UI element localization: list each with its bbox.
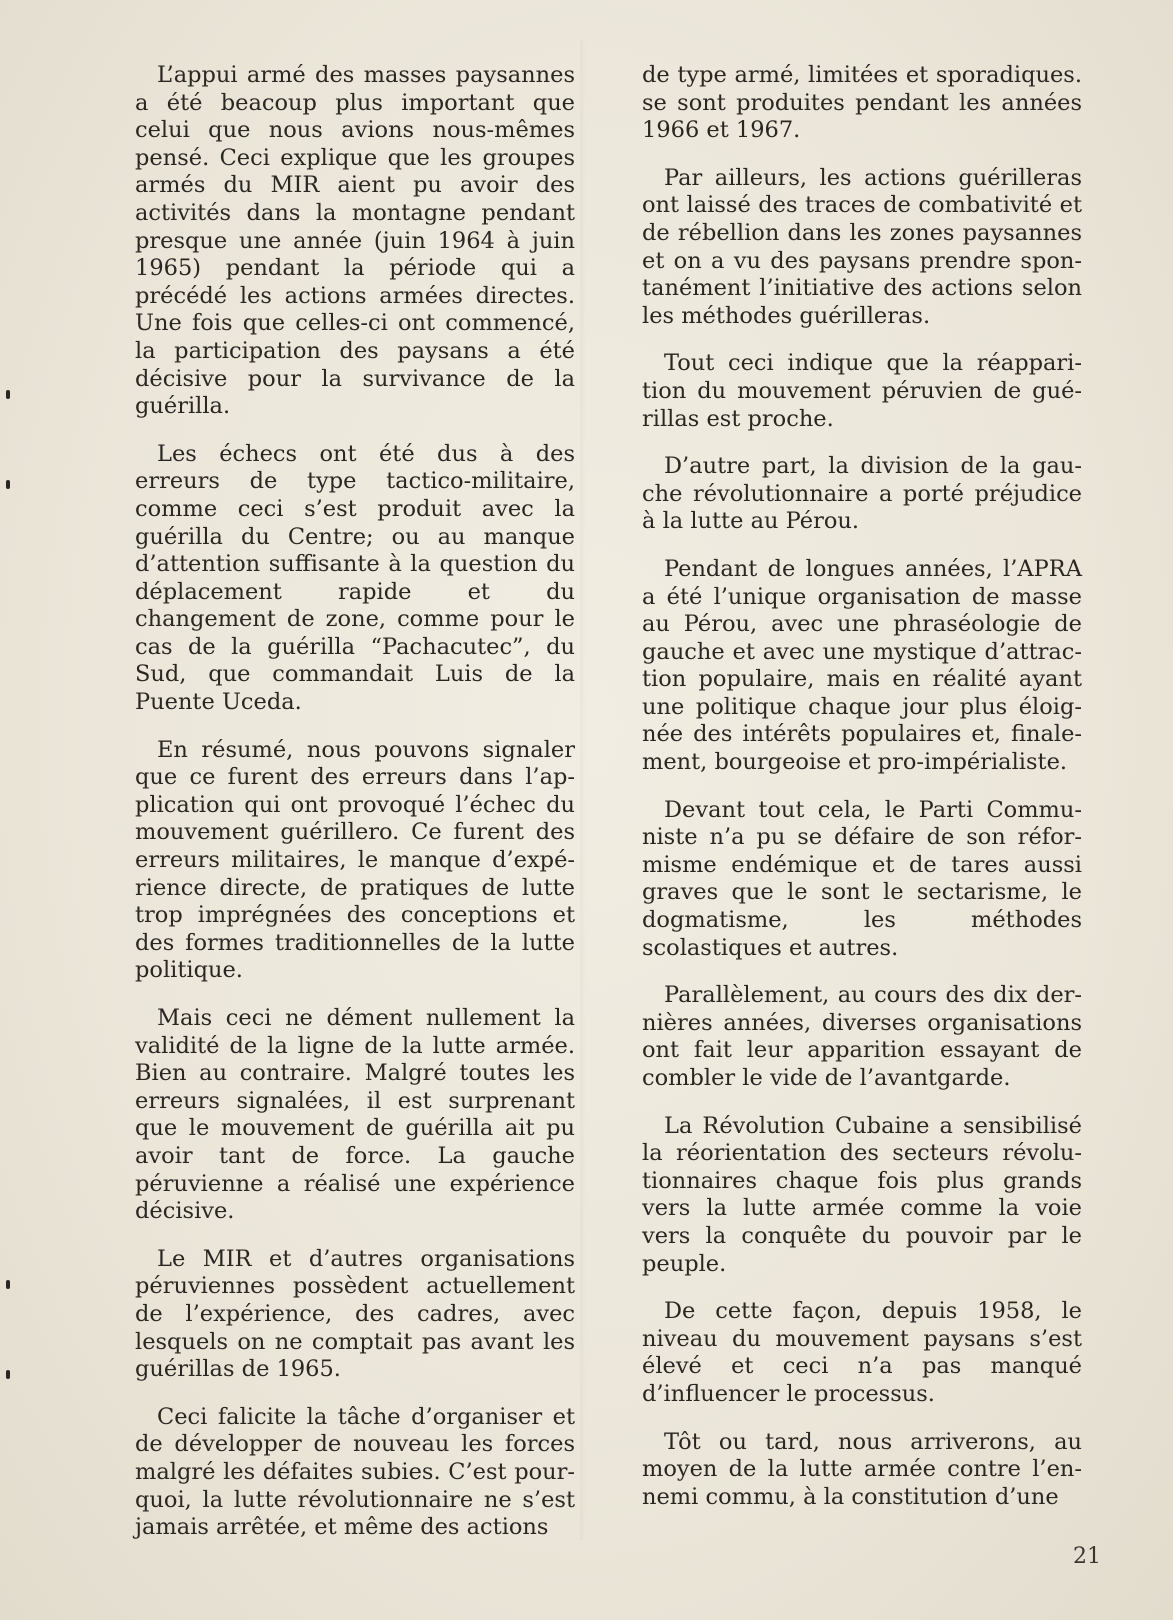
- edge-mark: [6, 1280, 10, 1289]
- paragraph: Les échecs ont été dus à des erreurs de type tactico-militaire, comme ceci s’est produit avec la guérilla du Centre; ou au manque d’attention suffisante à la question du déplacement rapide et du changement de zone, comme pour le cas de la guérilla “Pachacutec”, du Sud, que commandait Luis de la Puente Uceda.: [135, 440, 575, 716]
- paragraph: Ceci falicite la tâche d’organiser et de développer de nouveau les forces malgré les défaites subies. C’est pourquoi, la lutte révolutionnaire ne s’est jamais arrêtée, et même des actions: [135, 1403, 575, 1541]
- edge-mark: [6, 1370, 10, 1379]
- paragraph: La Révolution Cubaine a sensibilisé la réorientation des secteurs révolutionnaires chaque fois plus grands vers la lutte armée comme la voie vers la conquête du pouvoir par le peuple.: [642, 1112, 1082, 1277]
- edge-mark: [6, 480, 10, 489]
- paragraph: Devant tout cela, le Parti Communiste n’a pu se défaire de son réformisme endémique et de tares aussi graves que le sont le sectarisme, le dogmatisme, les méthodes scolastiques et autres.: [642, 796, 1082, 961]
- gutter-shadow: [580, 40, 586, 1540]
- edge-mark: [6, 390, 10, 399]
- page-number: 21: [1073, 1544, 1101, 1569]
- paragraph: Tout ceci indique que la réapparition du mouvement péruvien de guérillas est proche.: [642, 350, 1082, 432]
- paragraph: L’appui armé des masses paysannes a été beacoup plus important que celui que nous avions nous-mêmes pensé. Ceci explique que les groupes armés du MIR aient pu avoir des activités dans la montagne pendant presque une année (juin 1964 à juin 1965) pendant la période qui a précédé les actions armées directes. Une fois que celles-ci ont commencé, la participation des paysans a été décisive pour la survivance de la guérilla.: [135, 62, 575, 420]
- paragraph: Parallèlement, au cours des dix dernières années, diverses organisations ont fait leur apparition essayant de combler le vide de l’avantgarde.: [642, 982, 1082, 1091]
- paragraph: Mais ceci ne dément nullement la validité de la ligne de la lutte armée. Bien au contraire. Malgré toutes les erreurs signalées, il est surprenant que le mouvement de guérilla ait pu avoir tant de force. La gauche péruvienne a réalisé une expérience décisive.: [135, 1005, 575, 1225]
- paragraph: Le MIR et d’autres organisations péruviennes possèdent actuellement de l’expérience, des cadres, avec lesquels on ne comptait pas avant les guérillas de 1965.: [135, 1245, 575, 1383]
- left-column: [135, 62, 575, 1562]
- paragraph: Tôt ou tard, nous arriverons, au moyen de la lutte armée contre l’ennemi commu, à la constitution d’une: [642, 1428, 1082, 1510]
- paragraph: En résumé, nous pouvons signaler que ce furent des erreurs dans l’application qui ont provoqué l’échec du mouvement guérillero. Ce furent des erreurs militaires, le manque d’expérience directe, de pratiques de lutte trop imprégnées des conceptions et des formes traditionnelles de la lutte politique.: [135, 736, 575, 984]
- paragraph: Pendant de longues années, l’APRA a été l’unique organisation de masse au Pérou, avec une phraséologie de gauche et avec une mystique d’attraction populaire, mais en réalité ayant une politique chaque jour plus éloignée des intérêts populaires et, finalement, bourgeoise et pro-impérialiste.: [642, 555, 1082, 776]
- paragraph: Par ailleurs, les actions guérilleras ont laissé des traces de combativité et de rébellion dans les zones paysannes et on a vu des paysans prendre spontanément l’initiative des actions selon les méthodes guérilleras.: [642, 164, 1082, 329]
- paragraph: de type armé, limitées et sporadiques. se sont produites pendant les années 1966 et 1967.: [642, 62, 1082, 144]
- paragraph: De cette façon, depuis 1958, le niveau du mouvement paysans s’est élevé et ceci n’a pas manqué d’influencer le processus.: [642, 1298, 1082, 1407]
- paragraph: D’autre part, la division de la gauche révolutionnaire a porté préjudice à la lutte au Pérou.: [642, 453, 1082, 535]
- right-column: [642, 62, 1082, 1531]
